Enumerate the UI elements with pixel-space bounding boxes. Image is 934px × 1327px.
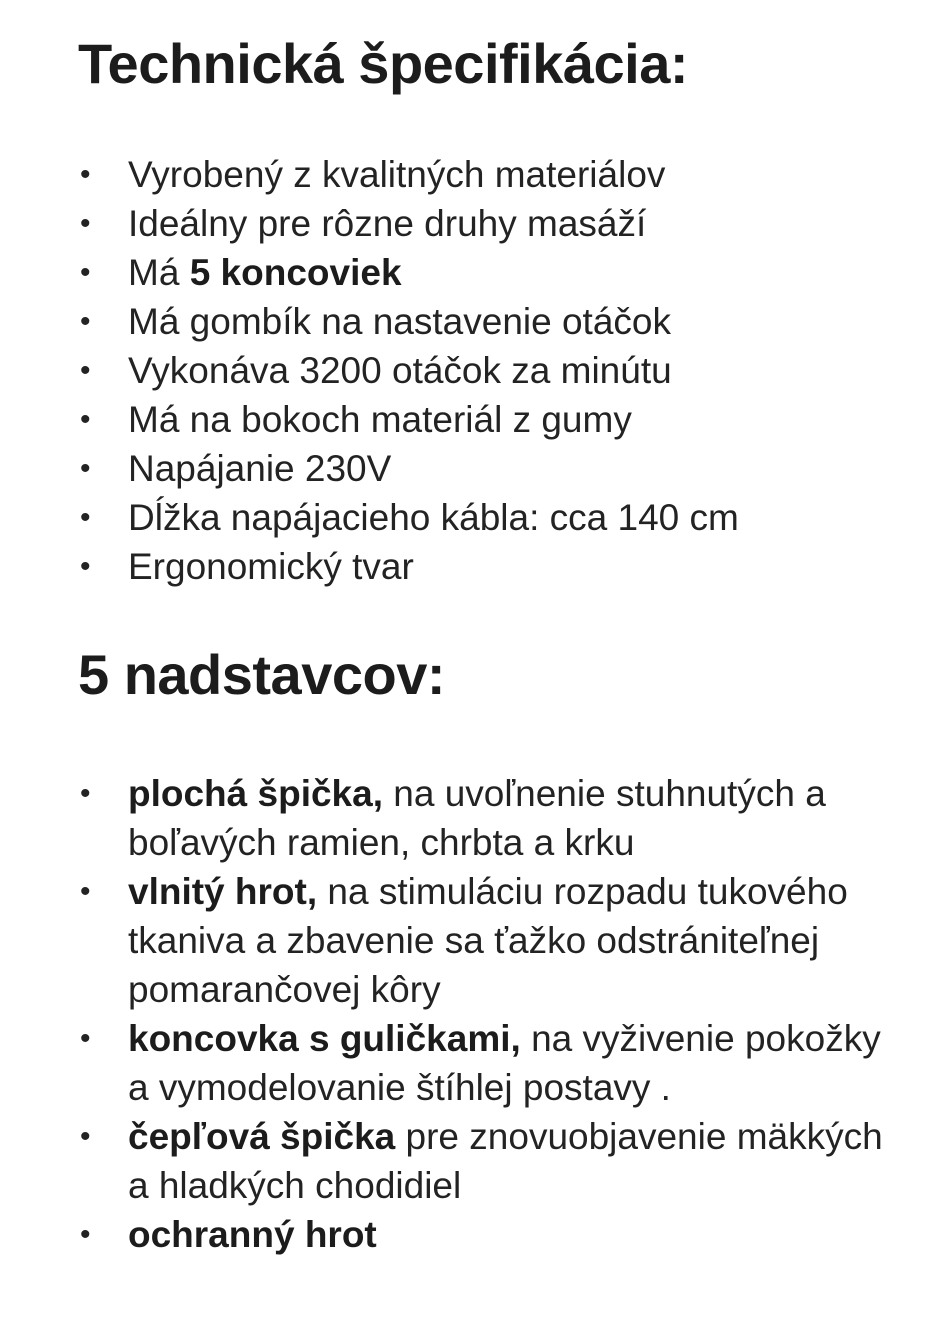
list-item [78,297,894,346]
list-item [78,769,894,867]
bullet-icon: • [80,777,91,810]
item-text: Ideálny pre rôzne druhy masáží [128,203,647,244]
item-bold: vlnitý hrot, [128,871,318,912]
item-bold: plochá špička, [128,773,383,814]
item-text: na stimuláciu rozpadu tukového tkaniva a zbavenie sa ťažko odstrániteľnej pomarančovej kôry [128,871,848,1010]
item-bold: koncovka s guličkami, [128,1018,521,1059]
list-item [78,1210,894,1259]
item-bold: 5 koncoviek [189,252,402,293]
list-item [78,444,894,493]
item-text: Má na bokoch materiál z gumy [128,399,632,440]
item-text: na uvoľnenie stuhnutých a boľavých ramien, chrbta a krku [128,773,826,863]
bullet-icon: • [80,550,91,583]
bullet-icon: • [80,256,91,289]
bullet-icon: • [80,1022,91,1055]
bullet-icon: • [80,207,91,240]
list-item [78,867,894,1014]
list-item [78,248,894,297]
list-item [78,199,894,248]
list-item [78,150,894,199]
list-item [78,493,894,542]
item-text: Má gombík na nastavenie otáčok [128,301,671,342]
item-text: Napájanie 230V [128,448,392,489]
bullet-icon: • [80,1120,91,1153]
item-bold: čepľová špička [128,1116,396,1157]
bullet-icon: • [80,354,91,387]
bullet-icon: • [80,1218,91,1251]
item-text: na vyživenie pokožky a vymodelovanie štíhlej postavy . [128,1018,881,1108]
bullet-icon: • [80,452,91,485]
spec-list [78,150,894,591]
item-prefix: Má [128,252,190,293]
item-text: Dĺžka napájacieho kábla: cca 140 cm [128,497,739,538]
bullet-icon: • [80,875,91,908]
bullet-icon: • [80,158,91,191]
list-item [78,1112,894,1210]
item-text: Ergonomický tvar [128,546,414,587]
list-item [78,395,894,444]
list-item [78,1014,894,1112]
attachments-heading: 5 nadstavcov: [78,643,445,706]
spec-heading: Technická špecifikácia: [78,32,688,95]
item-text: Vykonáva 3200 otáčok za minútu [128,350,672,391]
attachments-list [78,769,894,1259]
list-item [78,542,894,591]
item-text: pre znovuobjavenie mäkkých a hladkých chodidiel [128,1116,883,1206]
item-bold: ochranný hrot [128,1214,377,1255]
bullet-icon: • [80,403,91,436]
item-text: Vyrobený z kvalitných materiálov [128,154,666,195]
bullet-icon: • [80,501,91,534]
bullet-icon: • [80,305,91,338]
list-item [78,346,894,395]
